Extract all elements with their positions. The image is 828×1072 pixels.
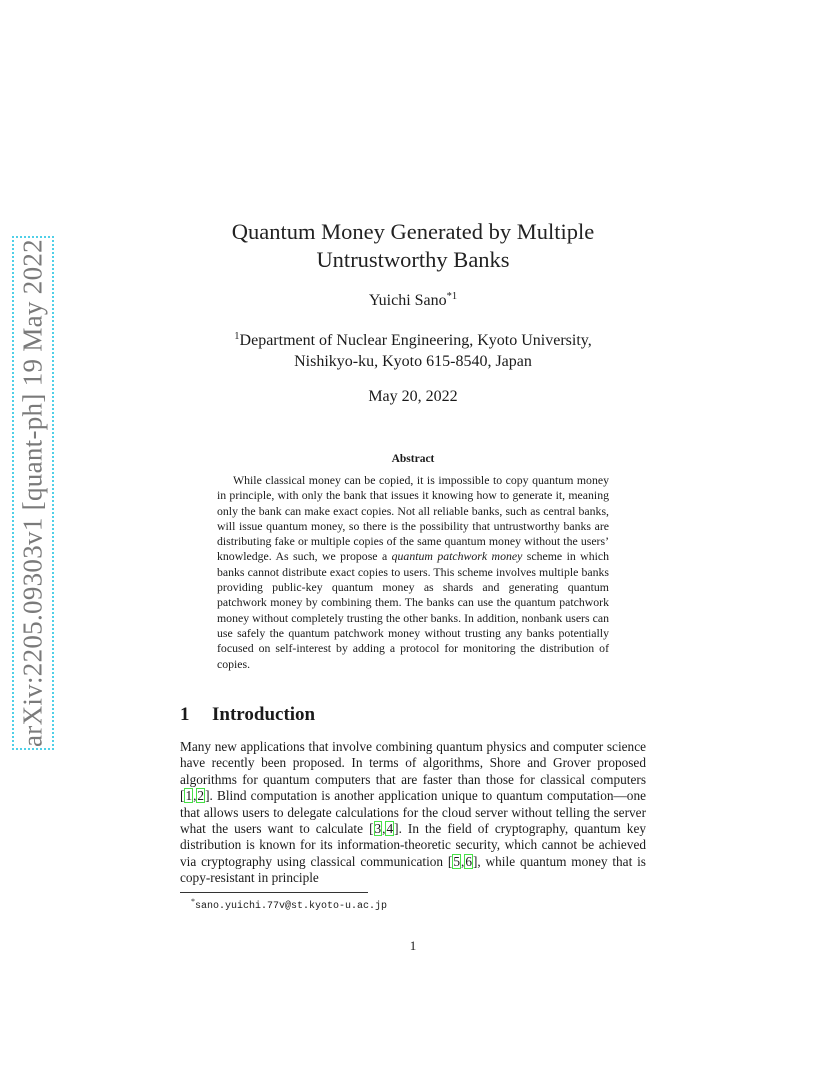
citation-link[interactable]: 5 [453, 853, 460, 869]
affiliation-mark: 1 [234, 331, 240, 342]
author-line [180, 291, 646, 310]
affiliation-line-1: $^1$Department of Nuclear Engineering, Kyoto University, [234, 331, 592, 349]
footnote-rule [180, 892, 368, 893]
citation-link[interactable]: 2 [197, 788, 205, 804]
abstract-text: While classical money can be copied, it is impossible to copy quantum money in principle, with only the bank that issues it knowing how to generate it, meaning only the bank can make exact copies. Not all reliable banks, such as central banks, will issue quantum money, so there is the possibility that untrustworthy banks are distributing fake or multiple copies of the same quantum money without the users’ knowledge. As such, we propose a quantum patchwork money scheme in which banks cannot distribute exact copies to users. This scheme involves multiple banks providing public-key quantum money as shards and generating quantum patchwork money by combining them. The banks can use the quantum patchwork money without completely trusting the other banks. In addition, nonbank users can use safely the quantum patchwork money without trusting any banks potentially focused on self-interest by adding a protocol for monitoring the distribution of copies. [217, 473, 610, 671]
section-number: 1 [180, 704, 190, 725]
footnote [191, 897, 387, 912]
citation-link[interactable]: 3 [374, 821, 382, 837]
citation-link[interactable]: 6 [465, 853, 472, 869]
section-heading [180, 704, 315, 726]
abstract-emphasis: quantum patchwork money [391, 549, 523, 564]
arxiv-stamp [12, 236, 54, 750]
footnote-mark: * [191, 897, 195, 906]
page-number: 1 [409, 938, 417, 953]
footnote-email: sano.yuichi.77v@st.kyoto-u.ac.jp [195, 901, 388, 912]
paper-date: May 20, 2022 [368, 388, 458, 405]
author-marks: *1 [446, 291, 458, 302]
arxiv-identifier: arXiv:2205.09303v1 [quant-ph] 19 May 2022 [17, 239, 48, 747]
citation-link[interactable]: 4 [386, 821, 394, 837]
paper-title: Quantum Money Generated by Multiple Untrustworthy Banks [231, 219, 595, 272]
affiliation [180, 326, 646, 372]
abstract-heading: Abstract [391, 453, 435, 465]
section-title: Introduction [212, 704, 316, 725]
author-name: Yuichi Sano [368, 292, 447, 309]
citation-link[interactable]: 1 [185, 788, 193, 804]
affiliation-line-2: Nishikyo-ku, Kyoto 615-8540, Japan [294, 353, 532, 370]
introduction-paragraph: Many new applications that involve combining quantum physics and computer science have recently been proposed. In terms of algorithms, Shore and Grover proposed algorithms for quantum computers that are faster than those for classical computers [1,2]. Blind computation is another application unique to quantum computation—one that allows users to delegate calculations for the cloud server without telling the server what the users want to calculate [3,4]. In the field of cryptography, quantum key distribution is known for its information-theoretic security, which cannot be achieved via cryptography using classical communication [5,6], while quantum money that is copy-resistant in principle [180, 739, 646, 886]
